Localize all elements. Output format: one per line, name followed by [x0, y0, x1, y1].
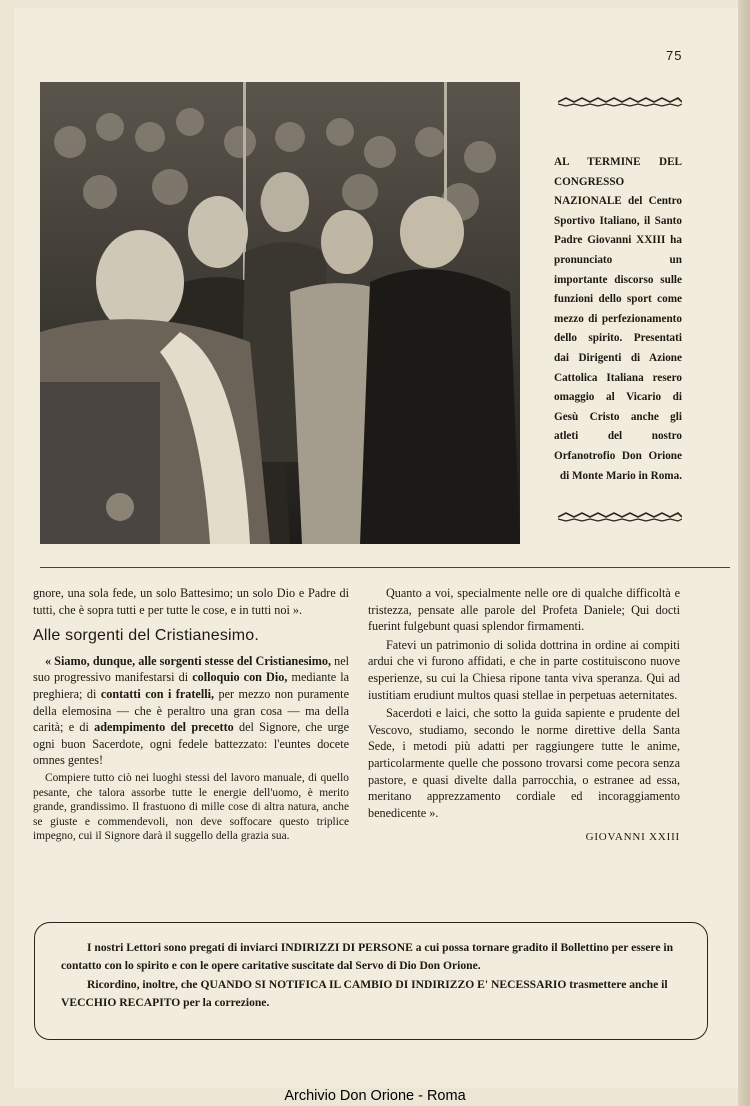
photo-pope-with-athletes-icon [40, 82, 520, 544]
archive-footer: Archivio Don Orione - Roma [284, 1088, 466, 1104]
page-number: 75 [666, 48, 683, 63]
right-column [368, 585, 680, 846]
left-column [33, 585, 349, 846]
ornament-bottom-icon [558, 512, 682, 522]
bold-phrase: « Siamo, dunque, alle sorgenti stesse del Cristianesimo, [45, 653, 332, 668]
photo-caption: AL TERMINE DEL CONGRESSO NAZIONALE del Centro Sportivo Italiano, il Santo Padre Giovanni XXIII ha pronunciato un importante discorso sulle funzioni dello sport come mezzo di perfezionamento dello spirito. Presentati dai Dirigenti di Azione Cattolica Italiana resero omaggio al Vicario di Gesù Cristo anche gli atleti del nostro Orfanotrofio Don Orione di Monte Mario in Roma. [554, 156, 682, 482]
ornament-top-icon [558, 97, 682, 107]
signature: GIOVANNI XXIII [585, 831, 680, 844]
left-paragraph-2: Compiere tutto ciò nei luoghi stessi del lavoro manuale, di quello pesante, che talora assorbe tutte le energie dell'uomo, è merito grande, grandissimo. Il frastuono di mille cose di altra natura, anche se giuste e commendevoli, non deve soffocare questo triplice impegno, cui il Signore darà il suggello della grazia sua. [33, 771, 349, 843]
right-paragraph-3: Sacerdoti e laici, che sotto la guida sapiente e prudente del Vescovo, studiamo, secondo le norme direttive della Santa Sede, i metodi più adatti per raggiungere tutte le anime, particolarmente quelle che possono trovarsi come pecora senza pastore, e quasi divelte dalla parrocchia, o estranee ad essa, meritano apprezzamento cordiale ed incoraggiamento benedicente ». [368, 706, 680, 820]
left-intro-paragraph: gnore, una sola fede, un solo Battesimo; un solo Dio e Padre di tutti, che è sopra tutti e per tutte le cose, e in tutti noi ». [33, 586, 349, 617]
bold-phrase: adempimento del precetto [94, 720, 234, 735]
page-binding-edge [738, 0, 750, 1106]
readers-notice-box [34, 922, 708, 1040]
bold-phrase: contatti con i fratelli, [100, 686, 215, 701]
right-paragraph-1: Quanto a voi, specialmente nelle ore di qualche difficoltà e tristezza, pensate alle parole del Profeta Daniele; Qui docti fuerint fulgebunt quasi splendor firmamenti. [368, 586, 680, 634]
photo-caption-box [552, 92, 692, 522]
section-heading: Alle sorgenti del Cristianesimo. [33, 627, 260, 645]
text-run: del Signore, che urge ogni buon Sacerdote, ogni fedele battezzato: l'euntes docete omnes gentes! [33, 720, 350, 768]
text-run: nel suo progressivo manifestarsi di [33, 653, 350, 685]
notice-paragraph-1: I nostri Lettori sono pregati di inviarci INDIRIZZI DI PERSONE a cui possa tornare gradito il Bollettino per essere in contatto con lo spirito e con le opere caritative suscitate dal Servo di Dio Don Orione. [61, 941, 674, 972]
section-divider [40, 567, 730, 568]
text-run: per mezzo non puramente della elemosina — che è peraltro una gran cosa — ma della carità; e di [33, 686, 349, 735]
text-run: mediante la preghiera; di [33, 670, 350, 701]
bold-phrase: colloquio con Dio, [192, 670, 288, 685]
photo-pope-with-athletes [40, 82, 520, 544]
right-paragraph-2: Fatevi un patrimonio di solida dottrina in ordine ai compiti ardui che vi furono affidati, e che in parte costituiscono nuove esperienze, su cui la Chiesa ripone tanta viva speranza. Qui ad iustitiam erudiunt multos quasi stellae in perpetuas aeternitates. [368, 637, 680, 702]
left-paragraph-1 [33, 653, 349, 769]
notice-paragraph-2: Ricordino, inoltre, che QUANDO SI NOTIFICA IL CAMBIO DI INDIRIZZO E' NECESSARIO trasmettere anche il VECCHIO RECAPITO per la correzione. [61, 978, 668, 1009]
